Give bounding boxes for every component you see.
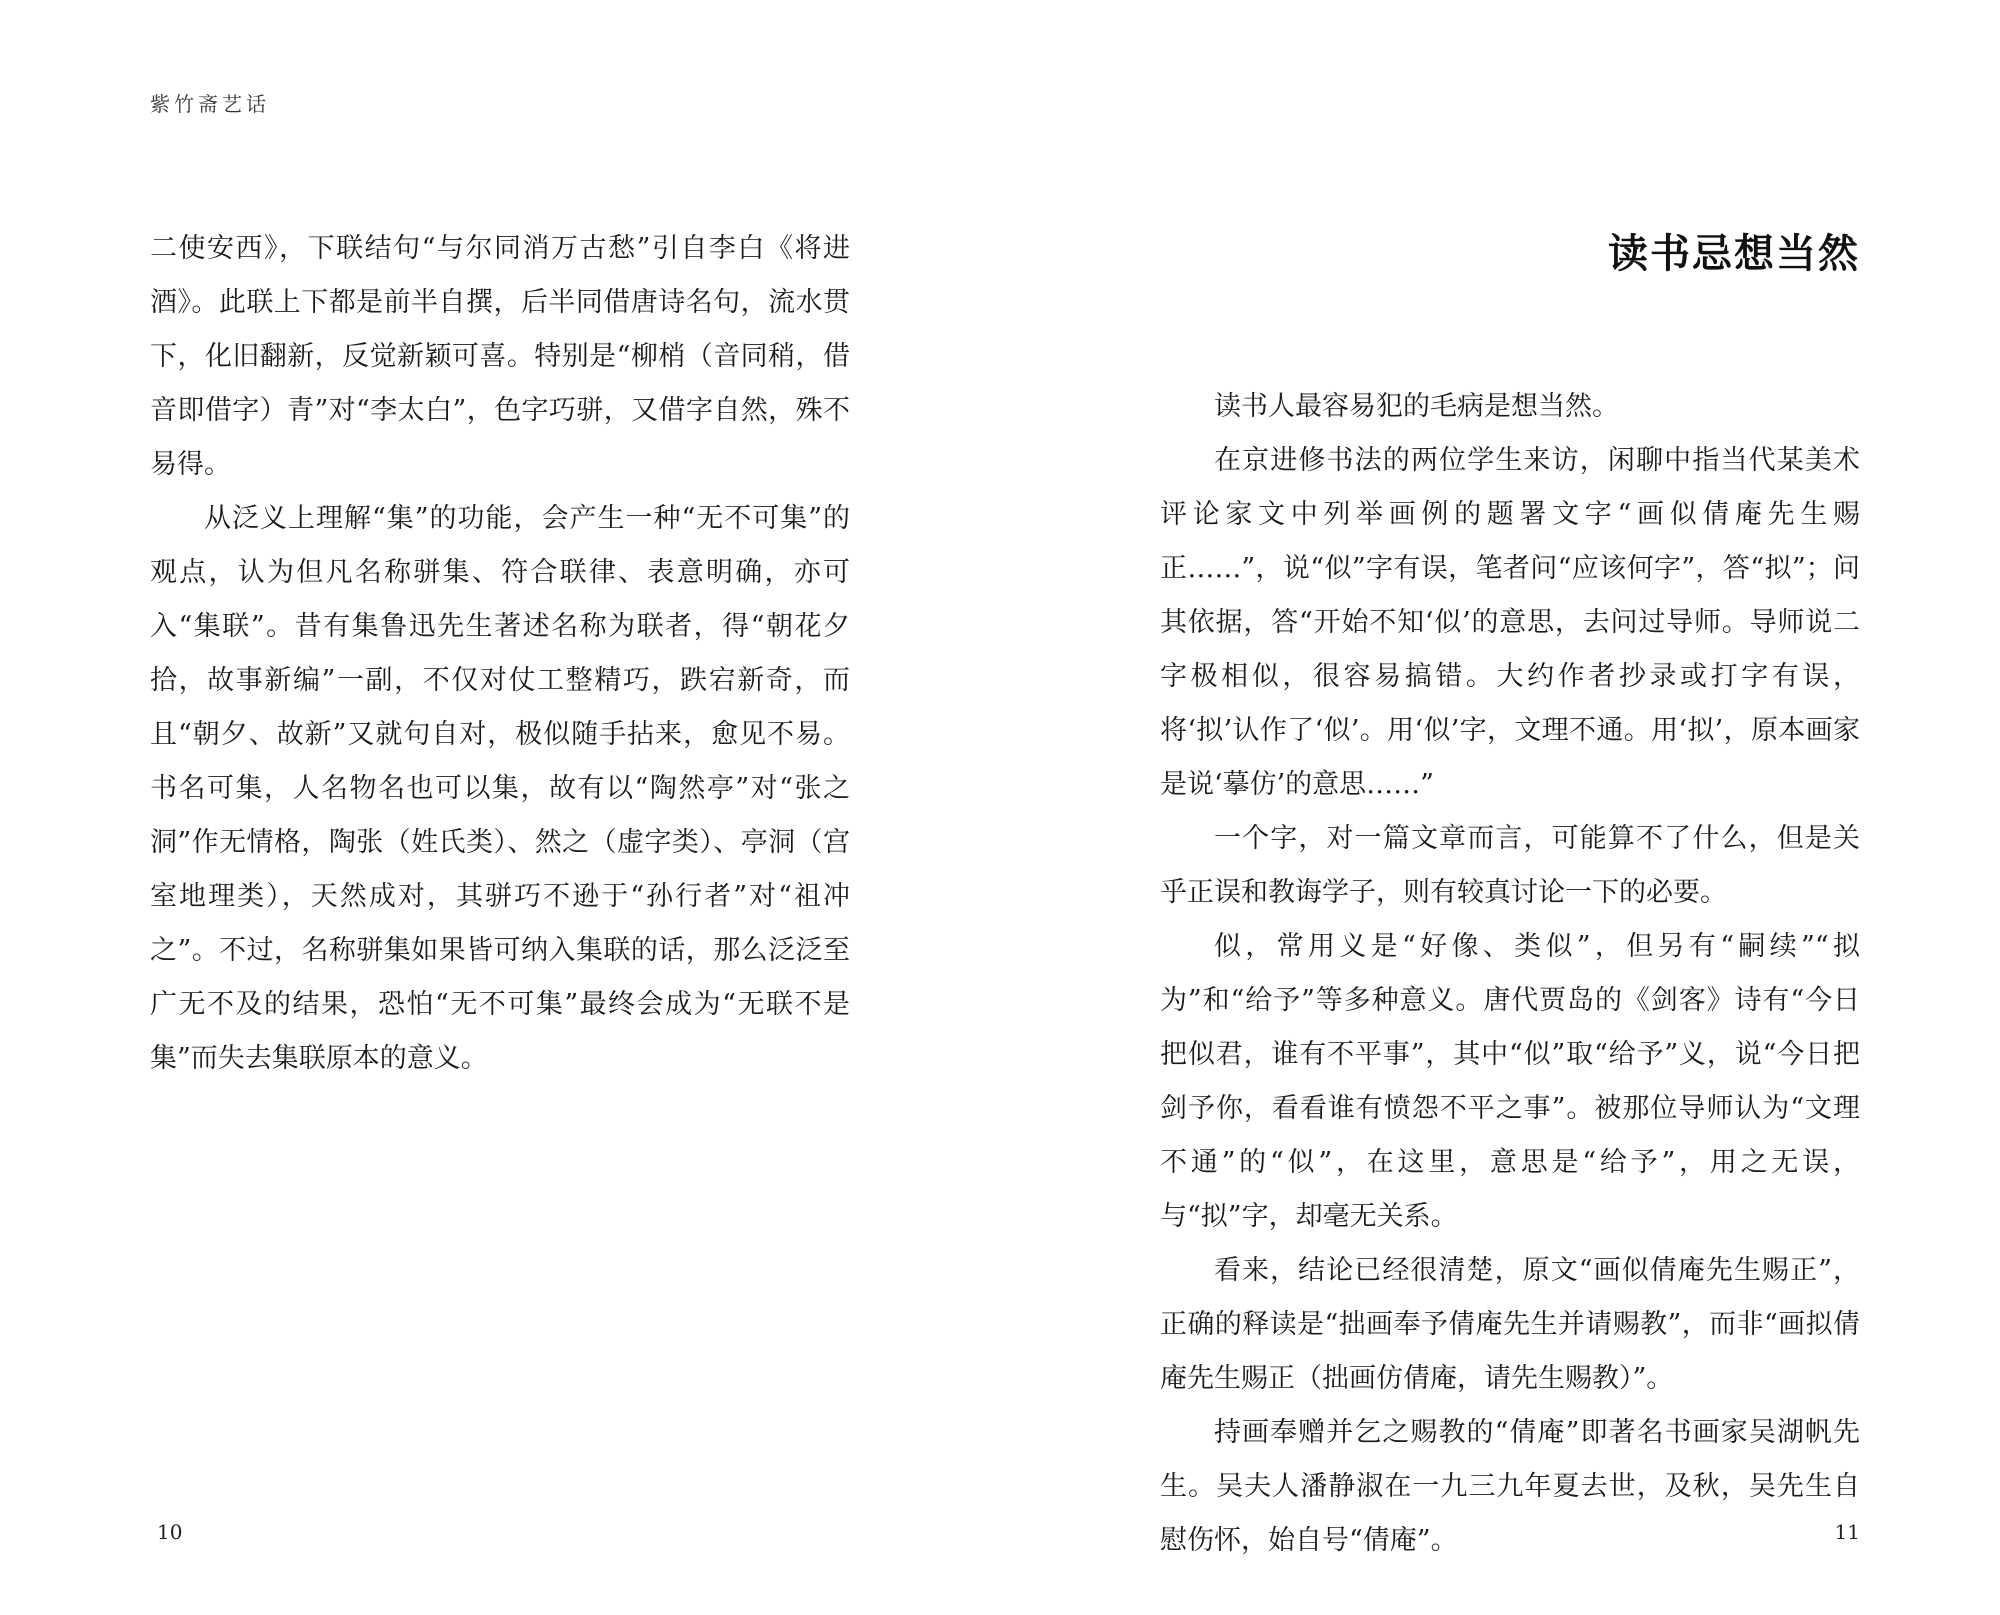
running-head: 紫竹斋艺话: [150, 92, 270, 116]
paragraph: 持画奉赠并乞之赐教的“倩庵”即著名书画家吴湖帆先生。吴夫人潘静淑在一九三九年夏去世，及秋，吴先生自慰伤怀，始自号“倩庵”。: [1160, 1417, 1860, 1556]
page-number: 11: [1834, 1520, 1860, 1544]
paragraph: 一个字，对一篇文章而言，可能算不了什么，但是关乎正误和教诲学子，则有较真讨论一下的必要。: [1160, 823, 1860, 908]
paragraph: 从泛义上理解“集”的功能，会产生一种“无不可集”的观点，认为但凡名称骈集、符合联律、表意明确，亦可入“集联”。昔有集鲁迅先生著述名称为联者，得“朝花夕拾，故事新编”一副，不仅对仗工整精巧，跌宕新奇，而且“朝夕、故新”又就句自对，极似随手拈来，愈见不易。书名可集，人名物名也可以集，故有以“陶然亭”对“张之洞”作无情格，陶张（姓氏类）、然之（虚字类）、亭洞（宫室地理类），天然成对，其骈巧不逊于“孙行者”对“祖冲之”。不过，名称骈集如果皆可纳入集联的话，那么泛泛至广无不及的结果，恐怕“无不可集”最终会成为“无联不是集”而失去集联原本的意义。: [150, 503, 850, 1074]
page-number: 10: [157, 1520, 183, 1544]
paragraph: 二使安西》，下联结句“与尔同消万古愁”引自李白《将进酒》。此联上下都是前半自撰，后半同借唐诗名句，流水贯下，化旧翻新，反觉新颖可喜。特别是“柳梢（音同稍，借音即借字）青”对“李太白”，色字巧骈，又借字自然，殊不易得。: [150, 233, 850, 480]
left-page-body: [150, 222, 850, 1086]
article-title: 读书忌想当然: [1608, 230, 1860, 277]
paragraph: 在京进修书法的两位学生来访，闲聊中指当代某美术评论家文中列举画例的题署文字“画似倩庵先生赐正……”，说“似”字有误，笔者问“应该何字”，答“拟”；问其依据，答“开始不知‘似’的意思，去问过导师。导师说二字极相似，很容易搞错。大约作者抄录或打字有误，将‘拟’认作了‘似’。用‘似’字，文理不通。用‘拟’，原本画家是说‘摹仿’的意思……”: [1160, 445, 1860, 800]
paragraph: 看来，结论已经很清楚，原文“画似倩庵先生赐正”，正确的释读是“拙画奉予倩庵先生并请赐教”，而非“画拟倩庵先生赐正（拙画仿倩庵，请先生赐教）”。: [1160, 1255, 1860, 1394]
paragraph: 读书人最容易犯的毛病是想当然。: [1214, 391, 1619, 422]
right-page-body: [1160, 380, 1860, 1568]
paragraph: 似，常用义是“好像、类似”，但另有“嗣续”“拟为”和“给予”等多种意义。唐代贾岛的《剑客》诗有“今日把似君，谁有不平事”，其中“似”取“给予”义，说“今日把剑予你，看看谁有愤怨不平之事”。被那位导师认为“文理不通”的“似”，在这里，意思是“给予”，用之无误，与“拟”字，却毫无关系。: [1160, 931, 1860, 1232]
right-page: [1000, 0, 2000, 1615]
